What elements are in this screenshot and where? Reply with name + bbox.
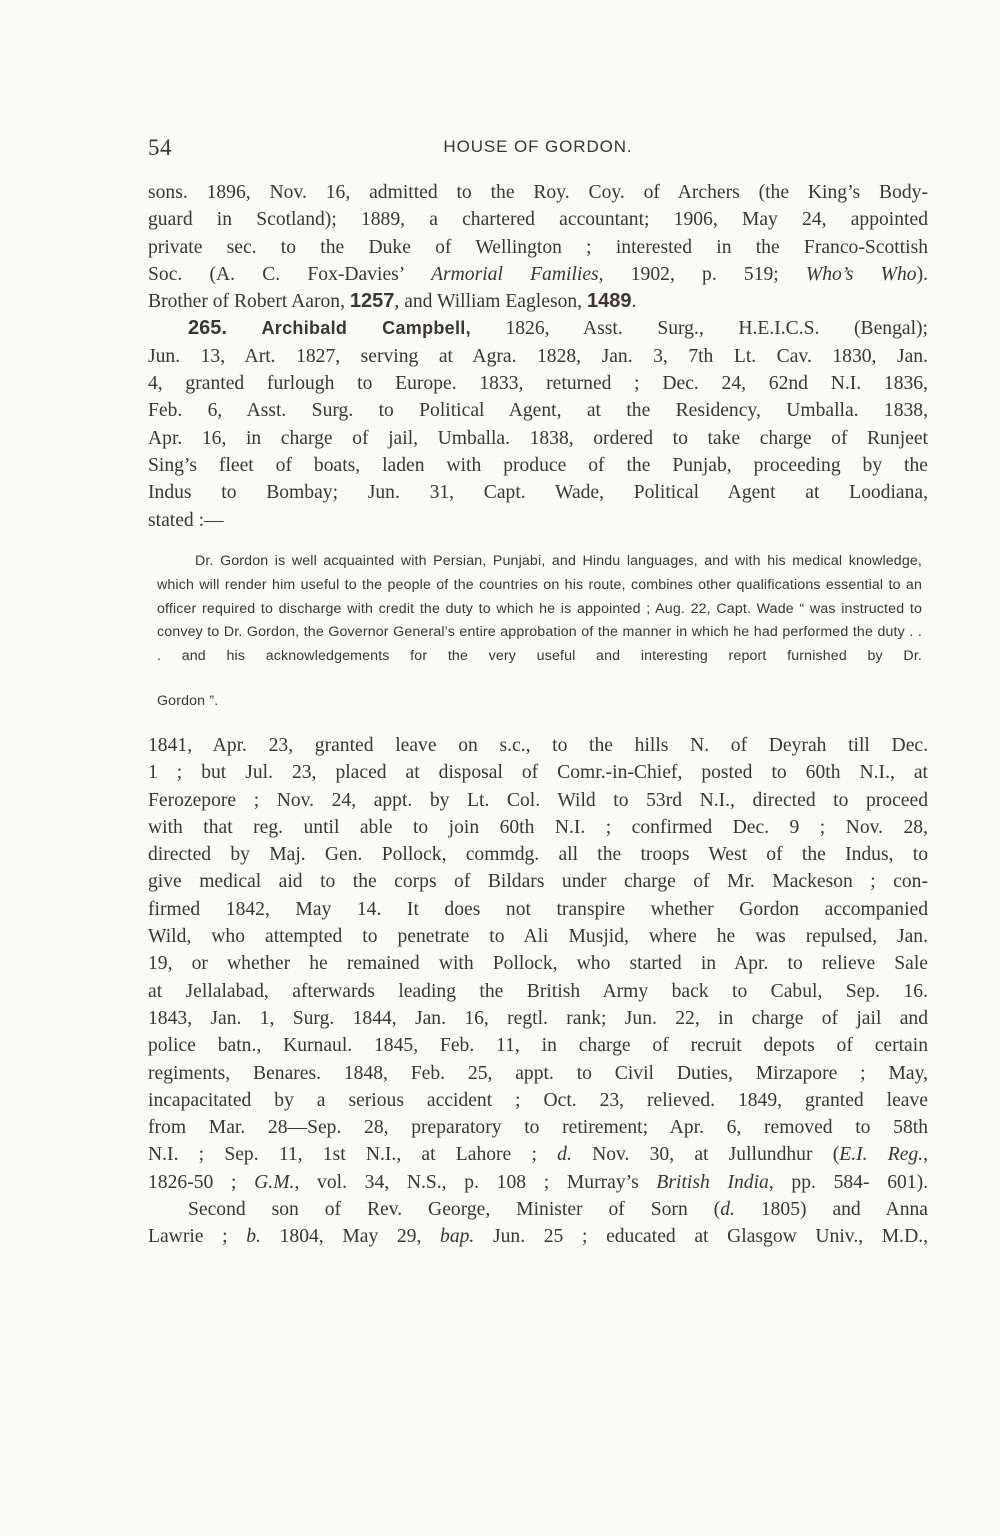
text-line: firmed 1842, May 14. It does not transpire whether Gordon accompanied [148,898,928,920]
text-line [148,1169,928,1196]
text-run: Lawrie ; [148,1226,228,1248]
citation-title: Armorial Families, [431,263,604,285]
text-line: Ferozepore ; Nov. 24, appt. by Lt. Col. Wild to 53rd N.I., directed to proceed [148,789,928,811]
cross-reference-number: 1489 [586,290,632,313]
text-line: from Mar. 28—Sep. 28, preparatory to retirement; Apr. 6, removed to 58th [148,1117,928,1139]
entry-name: Archibald Campbell, [261,318,471,339]
text-line: give medical aid to the corps of Bildars under charge of Mr. Mackeson ; con- [148,871,928,893]
text-run: 1826-50 ; [148,1171,237,1193]
text-line: at Jellalabad, afterwards leading the British Army back to Cabul, Sep. 16. [148,980,928,1002]
text-run: 1902, p. 519; [630,263,779,285]
page-number: 54 [148,135,172,160]
text-line: regiments, Benares. 1848, Feb. 25, appt. to Civil Duties, Mirzapore ; May, [148,1062,928,1084]
text-run: 1804, May 29, [279,1226,422,1248]
abbreviation: d. [557,1144,572,1166]
text-run: Soc. (A. C. Fox-Davies’ [148,263,404,285]
text-run: N.I. ; Sep. 11, 1st N.I., at Lahore ; [148,1144,537,1166]
text-line [148,1141,928,1168]
text-line [148,288,928,315]
block-quote-end: Gordon ”. [157,693,219,709]
text-run: ). [916,263,928,285]
abbreviation: d. [720,1199,735,1221]
text-run: 1826, Asst. Surg., H.E.I.C.S. (Bengal); [505,318,928,340]
text-line: Wild, who attempted to penetrate to Ali Musjid, where he was repulsed, Jan. [148,926,928,948]
text-run: Jun. 25 ; educated at Glasgow Univ., M.D., [492,1226,929,1248]
citation-title: British India [656,1171,769,1193]
text-line: Jun. 13, Art. 1827, serving at Agra. 1828, Jan. 3, 7th Lt. Cav. 1830, Jan. [148,345,928,367]
text-line: with that reg. until able to join 60th N.I. ; confirmed Dec. 9 ; Nov. 28, [148,816,928,838]
text-line [148,1196,928,1223]
cross-reference-number: 1257 [349,290,395,313]
text-line: Indus to Bombay; Jun. 31, Capt. Wade, Political Agent at Loodiana, [148,482,928,504]
text-line: stated :— [148,509,224,531]
citation-title: G.M. [254,1171,295,1193]
text-line: 4, granted furlough to Europe. 1833, returned ; Dec. 24, 62nd N.I. 1836, [148,373,928,395]
text-run: Nov. 30, at Jullundhur ( [592,1144,840,1166]
text-line: Apr. 16, in charge of jail, Umballa. 1838, ordered to take charge of Runjeet [148,427,928,449]
text-line [148,1223,928,1250]
text-line: sons. 1896, Nov. 16, admitted to the Roy. Coy. of Archers (the King’s Body- [148,182,928,203]
text-line [148,261,928,288]
text-line: directed by Maj. Gen. Pollock, commdg. all the troops West of the Indus, to [148,844,928,866]
abbreviation: b. [246,1226,261,1248]
text-run: , [923,1144,928,1166]
continuation-paragraph [148,179,928,534]
text-line: 1 ; but Jul. 23, placed at disposal of Comr.-in-Chief, posted to 60th N.I., at [148,762,928,784]
entry-number: 265. [188,317,227,340]
text-run: , vol. 34, N.S., p. 108 ; Murray’s [294,1171,639,1193]
text-line: Feb. 6, Asst. Surg. to Political Agent, at the Residency, Umballa. 1838, [148,400,928,422]
entry-heading-line [148,315,928,342]
block-quote: Dr. Gordon is well acquainted with Persian, Punjabi, and Hindu languages, and with his medical knowledge, which will render him useful to the people of the countries on his route, combines other qualifications essential to an officer required to discharge with credit the duty to which he is appointed ; Aug. 22, Capt. Wade “ was instructed to convey to Dr. Gordon, the Governor General’s entire approbation of the manner in which he had performed the duty . . . and his acknowledgements for the very useful and interesting report furnished by Dr. [157,553,922,665]
text-line: Sing’s fleet of boats, laden with produce of the Punjab, proceeding by the [148,454,928,476]
text-line: guard in Scotland); 1889, a chartered accountant; 1906, May 24, appointed [148,209,928,231]
text-run: 1805) and Anna [760,1199,928,1221]
text-run: Second son of Rev. George, Minister of Sorn ( [188,1199,721,1221]
text-run: , pp. 584- 601). [768,1171,929,1193]
text-line: incapacitated by a serious accident ; Oct. 23, relieved. 1849, granted leave [148,1089,928,1111]
text-line: private sec. to the Duke of Wellington ; interested in the Franco-Scottish [148,236,928,258]
text-line: 1843, Jan. 1, Surg. 1844, Jan. 16, regtl. rank; Jun. 22, in charge of jail and [148,1007,928,1029]
page-header [148,133,928,167]
citation-title: Who’s Who [805,263,917,285]
text-run: Brother of Robert Aaron, [148,291,345,313]
text-run: . [631,291,637,313]
text-line: 1841, Apr. 23, granted leave on s.c., to the hills N. of Deyrah till Dec. [148,735,928,756]
text-line: police batn., Kurnaul. 1845, Feb. 11, in charge of recruit depots of certain [148,1035,928,1057]
citation-title: E.I. Reg. [839,1144,924,1166]
abbreviation: bap. [440,1226,475,1248]
text-run: , and William Eagleson, [394,291,583,313]
running-head: HOUSE OF GORDON. [443,137,633,156]
career-paragraph [148,732,928,1251]
text-line: 19, or whether he remained with Pollock, who started in Apr. to relieve Sale [148,953,928,975]
